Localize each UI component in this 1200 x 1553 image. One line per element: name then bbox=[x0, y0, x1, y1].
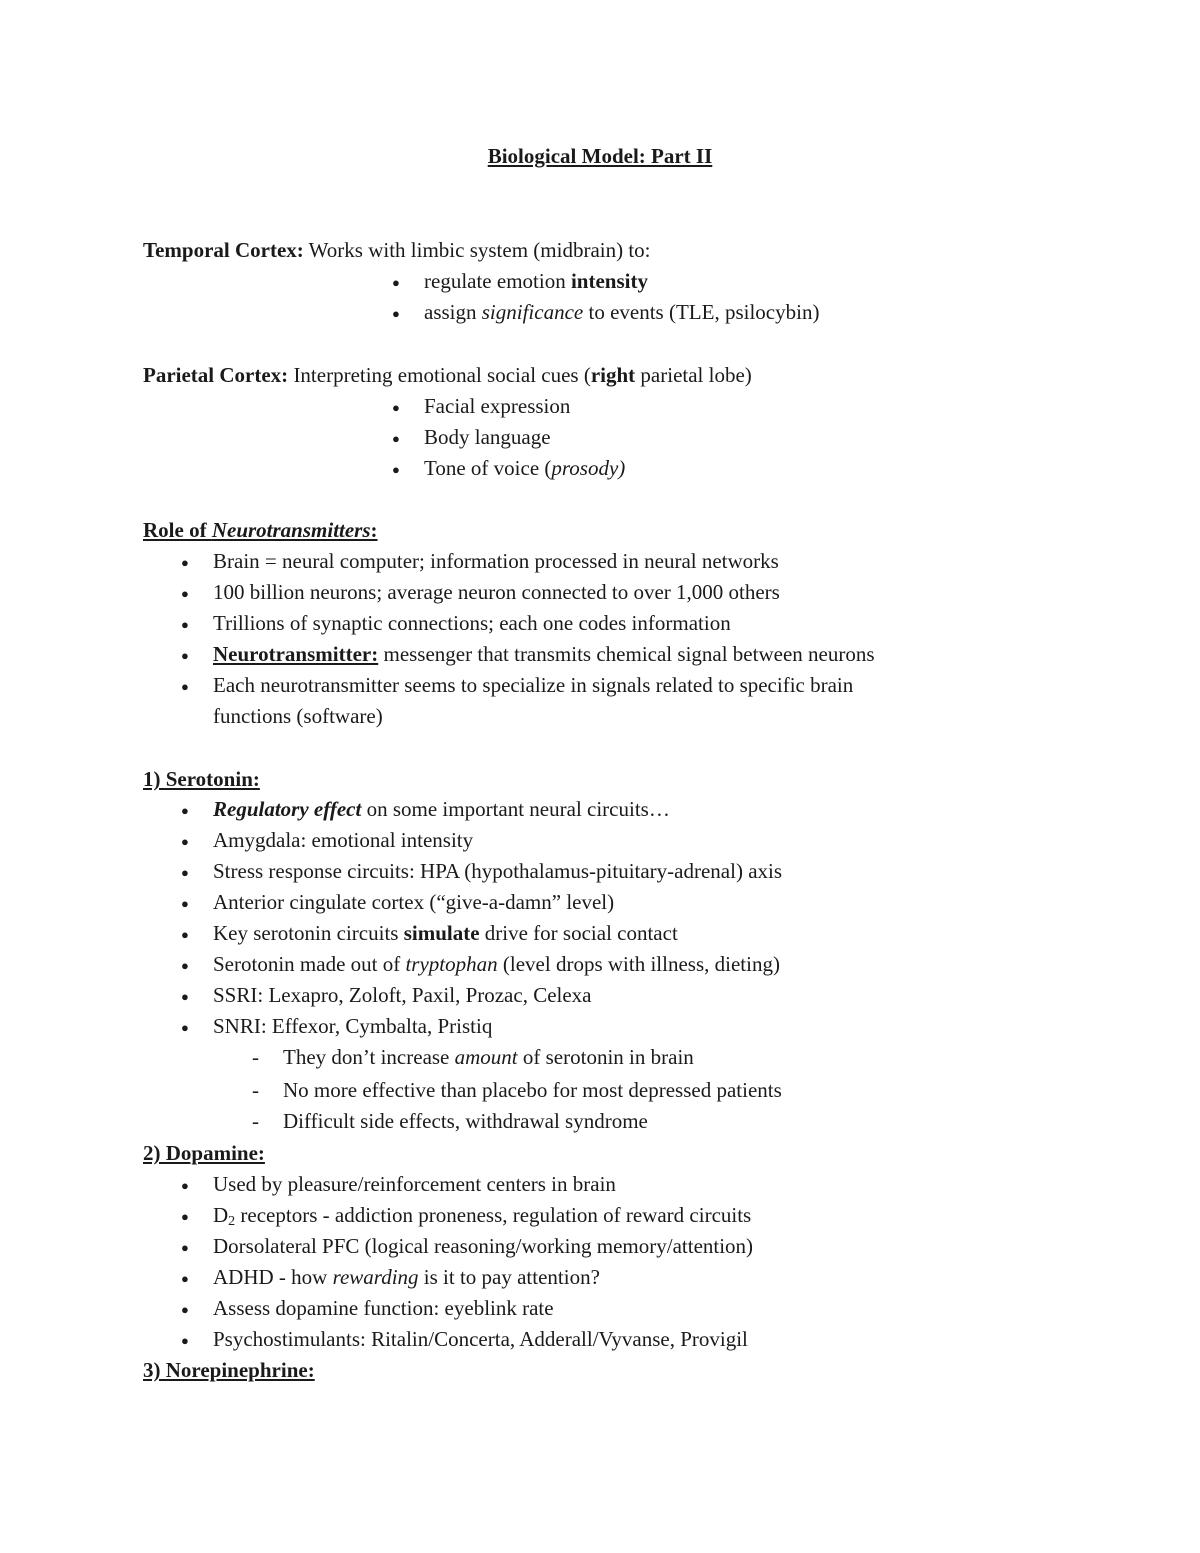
list-item: assign significance to events (TLE, psilocybin) bbox=[424, 300, 820, 324]
bullet-icon: ● bbox=[392, 306, 400, 321]
bullet-icon: ● bbox=[181, 927, 189, 942]
bullet-icon: ● bbox=[181, 1178, 189, 1193]
list-item: Neurotransmitter: messenger that transmits chemical signal between neurons bbox=[213, 642, 875, 666]
dopamine-heading: 2) Dopamine: bbox=[143, 1141, 265, 1165]
list-item: Brain = neural computer; information processed in neural networks bbox=[213, 549, 779, 573]
sub-list-item: They don’t increase amount of serotonin in brain bbox=[283, 1045, 694, 1069]
bullet-icon: ● bbox=[181, 586, 189, 601]
temporal-cortex-heading: Temporal Cortex: bbox=[143, 238, 304, 262]
bullet-icon: ● bbox=[181, 1333, 189, 1348]
list-item: Body language bbox=[424, 425, 551, 449]
neurotransmitters-heading: Role of Neurotransmitters: bbox=[143, 518, 378, 542]
sub-list-item: No more effective than placebo for most depressed patients bbox=[283, 1078, 782, 1102]
list-item: Dorsolateral PFC (logical reasoning/working memory/attention) bbox=[213, 1234, 754, 1258]
temporal-cortex-line bbox=[143, 240, 651, 261]
bullet-icon: ● bbox=[181, 834, 189, 849]
bullet-icon: ● bbox=[181, 555, 189, 570]
list-item: Amygdala: emotional intensity bbox=[213, 828, 474, 852]
bullet-icon: ● bbox=[181, 1020, 189, 1035]
list-item: Key serotonin circuits simulate drive for social contact bbox=[213, 921, 678, 945]
list-item: ADHD - how rewarding is it to pay attention? bbox=[213, 1265, 600, 1289]
list-item: Trillions of synaptic connections; each one codes information bbox=[213, 611, 731, 635]
list-item: Assess dopamine function: eyeblink rate bbox=[213, 1296, 554, 1320]
page-title: Biological Model: Part II bbox=[487, 144, 713, 168]
bullet-icon: ● bbox=[181, 1209, 189, 1224]
dash-icon: - bbox=[252, 1045, 259, 1069]
bullet-icon: ● bbox=[181, 1240, 189, 1255]
bullet-icon: ● bbox=[181, 1302, 189, 1317]
bullet-icon: ● bbox=[392, 431, 400, 446]
list-item-continuation: functions (software) bbox=[213, 704, 383, 728]
parietal-cortex-line: Parietal Cortex: Interpreting emotional social cues (right parietal lobe) bbox=[143, 363, 752, 387]
serotonin-heading: 1) Serotonin: bbox=[143, 767, 260, 791]
list-item: Facial expression bbox=[424, 394, 571, 418]
bullet-icon: ● bbox=[181, 1271, 189, 1286]
bullet-icon: ● bbox=[392, 275, 400, 290]
list-item: Each neurotransmitter seems to specialize in signals related to specific brain bbox=[213, 673, 854, 697]
bullet-icon: ● bbox=[181, 896, 189, 911]
bullet-icon: ● bbox=[181, 865, 189, 880]
dash-icon: - bbox=[252, 1078, 259, 1102]
sub-list-item: Difficult side effects, withdrawal syndrome bbox=[283, 1109, 648, 1133]
bullet-icon: ● bbox=[181, 617, 189, 632]
bullet-icon: ● bbox=[392, 462, 400, 477]
list-item: 100 billion neurons; average neuron connected to over 1,000 others bbox=[213, 580, 780, 604]
norepinephrine-heading: 3) Norepinephrine: bbox=[143, 1358, 315, 1382]
bullet-icon: ● bbox=[181, 958, 189, 973]
list-item: Anterior cingulate cortex (“give-a-damn” level) bbox=[213, 890, 615, 914]
list-item: Psychostimulants: Ritalin/Concerta, Adderall/Vyvanse, Provigil bbox=[213, 1327, 748, 1351]
dash-icon: - bbox=[252, 1109, 259, 1133]
parietal-cortex-heading: Parietal Cortex: bbox=[143, 363, 289, 387]
list-item: SSRI: Lexapro, Zoloft, Paxil, Prozac, Celexa bbox=[213, 983, 592, 1007]
list-item: Used by pleasure/reinforcement centers in brain bbox=[213, 1172, 616, 1196]
bullet-icon: ● bbox=[181, 989, 189, 1004]
bullet-icon: ● bbox=[392, 400, 400, 415]
bullet-icon: ● bbox=[181, 803, 189, 818]
temporal-cortex-intro: Works with limbic system (midbrain) to: bbox=[303, 238, 651, 262]
list-item: regulate emotion intensity bbox=[424, 269, 648, 293]
list-item: SNRI: Effexor, Cymbalta, Pristiq bbox=[213, 1014, 493, 1038]
list-item: $D_2$ receptors - addiction proneness, regulation of reward circuits bbox=[213, 1203, 752, 1229]
bullet-icon: ● bbox=[181, 679, 189, 694]
list-item: Stress response circuits: HPA (hypothalamus-pituitary-adrenal) axis bbox=[213, 859, 783, 883]
list-item: Regulatory effect on some important neural circuits… bbox=[213, 797, 670, 821]
bullet-icon: ● bbox=[181, 648, 189, 663]
list-item: Serotonin made out of tryptophan (level drops with illness, dieting) bbox=[213, 952, 780, 976]
list-item: Tone of voice (prosody) bbox=[424, 456, 626, 480]
